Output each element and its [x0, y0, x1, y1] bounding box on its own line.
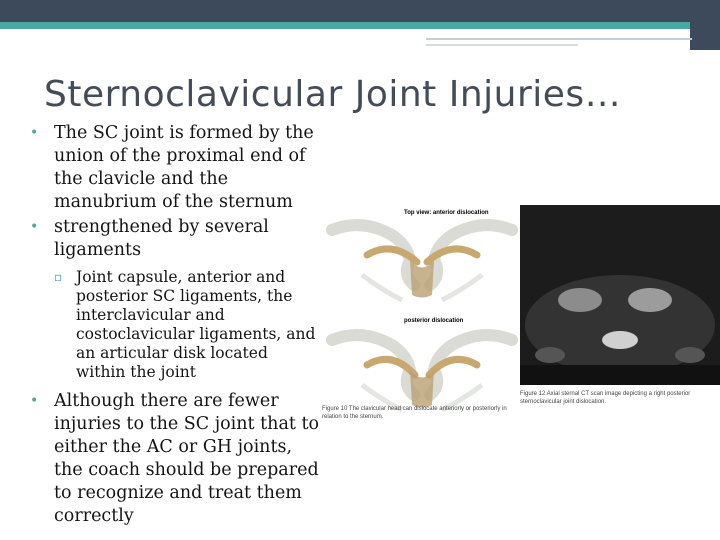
- sc-dislocation-illustration: [322, 200, 522, 450]
- decorative-line-short: [426, 44, 578, 46]
- sub-bullet-item: ▫ Joint capsule, anterior and posterior SC ligaments, the interclavicular and costoclavicular ligaments, and an articular disk located within the joint: [30, 268, 320, 382]
- header-accent-bar: [0, 22, 720, 29]
- figure-right-caption: Figure 12 Axial sternal CT scan image depicting a right posterior sternoclavicular joint dislocation.: [520, 391, 691, 405]
- figure-left-caption: Figure 10 The clavicular head can dislocate anteriorly or posteriorly in relation to the sternum.: [322, 406, 507, 420]
- header-corner: [690, 0, 720, 50]
- bullet-item: • strengthened by several ligaments: [30, 216, 320, 262]
- bullet-item: • Although there are fewer injuries to the SC joint that to either the AC or GH joints, the coach should be prepared to recognize and treat them correctly: [30, 390, 320, 528]
- bullet-list: [30, 122, 320, 530]
- posterior-dislocation-drawing: [332, 335, 512, 410]
- figure-label-top: Top view: anterior dislocation: [404, 210, 489, 216]
- bullet-item: • The SC joint is formed by the union of the proximal end of the clavicle and the manubrium of the sternum: [30, 122, 320, 214]
- decorative-line: [426, 38, 692, 40]
- figure-label-bottom: posterior dislocation: [404, 318, 464, 324]
- ct-scan-image: [520, 205, 720, 430]
- header-bar: [0, 0, 720, 22]
- slide-title: Sternoclavicular Joint Injuries…: [44, 74, 622, 115]
- anterior-dislocation-drawing: [332, 225, 512, 300]
